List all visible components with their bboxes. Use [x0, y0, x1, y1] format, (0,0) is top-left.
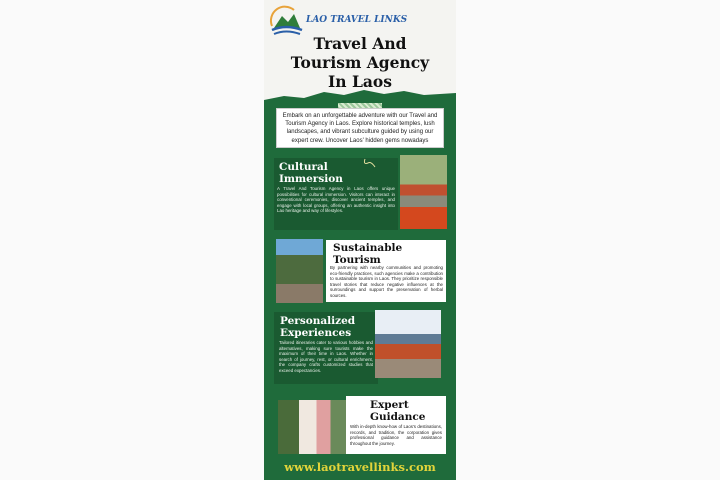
page-title	[264, 34, 456, 91]
section-text: With in-depth know-how of Laos's destinations, records, and tradition, the corporation gives professional guidance and assistance throughout the journey.	[350, 424, 442, 446]
logo-icon	[268, 4, 304, 36]
temple-photo	[400, 155, 447, 229]
personalized-experiences-panel	[274, 312, 378, 384]
intro-text: Embark on an unforgettable adventure with our Travel and Tourism Agency in Laos. Explore historical temples, lush landscapes, and vibrant subculture guided by using our expert crew. Uncover Laos' hidden gems nowadays	[276, 108, 444, 148]
monks-photo	[375, 310, 441, 378]
website-link[interactable]: www.laotravellinks.com	[284, 460, 436, 474]
brand-name: LAO TRAVEL LINKS	[306, 15, 408, 25]
section-title: Expert Guidance	[370, 399, 426, 423]
guide-photo	[278, 400, 348, 454]
infographic-poster	[264, 0, 456, 480]
section-title: Sustainable Tourism	[333, 242, 403, 266]
doodle-icon	[362, 157, 376, 169]
title-line: In Laos	[328, 72, 392, 91]
section-text: Tailored itineraries cater to various hobbies and alternatives, making sure tourists make the maximum of their time in Laos. Whether in search of journey, rest, or cultural enrichment, the company crafts customized studies that exceed expectancies.	[279, 340, 373, 373]
title-line: Travel And	[313, 34, 407, 53]
sustainable-tourism-panel	[326, 240, 446, 302]
mountain-photo	[276, 239, 323, 303]
section-text: By partnering with nearby communities and promoting eco-friendly practices, such agencies make a contribution to sustainable tourism in Laos. They prioritize responsible travel stories that reduce negative influences at the surroundings and support the preservation of herbal sources.	[330, 265, 443, 298]
section-text: A Travel And Tourism Agency in Laos offers unique possibilities for cultural immersion. Visitors can interact in conventional ceremonies, discover ancient temples, and engage with local groups, offering an authentic insight into Lao heritage and way of lifestyles.	[277, 186, 395, 214]
section-title: Cultural Immersion	[279, 161, 343, 185]
section-title: Personalized Experiences	[280, 315, 356, 339]
title-line: Tourism Agency	[290, 53, 430, 72]
cultural-immersion-panel	[274, 158, 398, 230]
expert-guidance-panel	[346, 396, 446, 454]
